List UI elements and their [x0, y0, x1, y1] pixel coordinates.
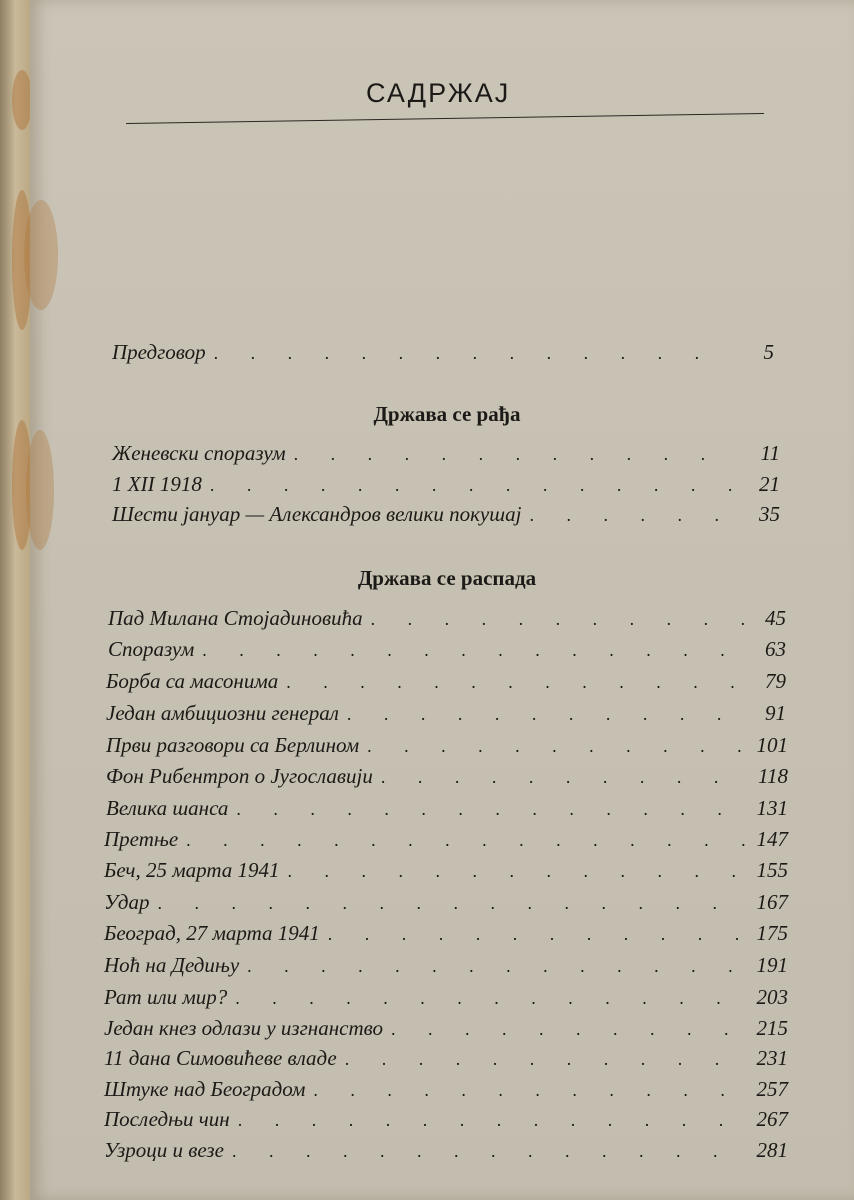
- page-stain: [26, 430, 54, 550]
- toc-entry-page: 118: [758, 764, 788, 788]
- dot-leader: [224, 1141, 746, 1162]
- dot-leader: [339, 704, 744, 725]
- toc-entry[interactable]: [104, 985, 788, 1015]
- section-heading: Држава се распада: [357, 566, 537, 590]
- page-stain: [24, 200, 58, 310]
- dot-leader: [239, 956, 746, 977]
- toc-entry-title: Ноћ на Дедињу: [104, 953, 240, 977]
- dot-leader: [178, 830, 746, 851]
- toc-entry-title: Борба са масонима: [106, 669, 279, 693]
- dot-leader: [206, 343, 732, 364]
- dot-leader: [521, 505, 738, 526]
- dot-leader: [227, 988, 746, 1009]
- section-heading: Држава се рађа: [373, 402, 521, 426]
- page-stain: [12, 70, 32, 130]
- toc-entry-page: 63: [765, 637, 786, 661]
- dot-leader: [194, 640, 744, 661]
- toc-entry-title: Узроци и везе: [104, 1138, 224, 1162]
- toc-entry-page: 231: [756, 1046, 788, 1070]
- dot-leader: [359, 736, 746, 757]
- toc-entry-page: 155: [756, 858, 788, 882]
- toc-entry-title: Споразум: [108, 637, 195, 661]
- toc-entry[interactable]: [112, 472, 780, 502]
- toc-entry-title: Први разговори са Берлином: [106, 733, 360, 757]
- toc-entry-page: 5: [763, 340, 774, 364]
- toc-entry-title: Пад Милана Стојадиновића: [108, 606, 363, 630]
- dot-leader: [337, 1049, 746, 1070]
- toc-entry-page: 79: [765, 669, 786, 693]
- toc-entry[interactable]: [104, 1016, 788, 1046]
- toc-entry-title: Штуке над Београдом: [104, 1077, 306, 1101]
- toc-entry[interactable]: [104, 1077, 788, 1107]
- toc-entry[interactable]: [106, 796, 788, 826]
- toc-entry-title: Један амбициозни генерал: [106, 701, 339, 725]
- toc-entry-page: 267: [756, 1107, 788, 1131]
- toc-entry[interactable]: [106, 669, 786, 699]
- toc-entry-page: 191: [756, 953, 788, 977]
- toc-entry-title: Женевски споразум: [112, 441, 286, 465]
- toc-entry[interactable]: [108, 606, 786, 636]
- dot-leader: [305, 1080, 746, 1101]
- page-title: САДРЖАЈ: [366, 78, 511, 108]
- toc-entry-page: 175: [756, 921, 788, 945]
- toc-entry-page: 203: [756, 985, 788, 1009]
- toc-entry[interactable]: [104, 921, 788, 951]
- toc-entry-title: 11 дана Симовићеве владе: [104, 1046, 337, 1070]
- toc-entry[interactable]: [106, 764, 788, 794]
- toc-entry-title: 1 XII 1918: [112, 472, 202, 496]
- toc-entry-page: 257: [756, 1077, 788, 1101]
- toc-entry-title: Предговор: [112, 340, 206, 364]
- toc-entry[interactable]: [104, 953, 788, 983]
- toc-entry-title: Београд, 27 марта 1941: [104, 921, 320, 945]
- toc-entry-title: Шести јануар — Александров велики покушај: [112, 502, 522, 526]
- toc-entry[interactable]: [106, 701, 786, 731]
- toc-entry[interactable]: [104, 890, 788, 920]
- dot-leader: [280, 861, 747, 882]
- toc-entry[interactable]: [104, 858, 788, 888]
- toc-entry-title: Последњи чин: [104, 1107, 230, 1131]
- toc-entry-title: Удар: [104, 890, 150, 914]
- toc-entry[interactable]: [104, 1046, 788, 1076]
- toc-entry-preface[interactable]: [112, 340, 774, 370]
- dot-leader: [278, 672, 744, 693]
- toc-entry-page: 147: [756, 827, 788, 851]
- toc-entry[interactable]: [104, 1138, 788, 1168]
- toc-entry-title: Један кнез одлази у изгнанство: [104, 1016, 383, 1040]
- toc-entry-page: 91: [765, 701, 786, 725]
- toc-entry-title: Беч, 25 марта 1941: [104, 858, 280, 882]
- dot-leader: [363, 609, 744, 630]
- dot-leader: [230, 1110, 746, 1131]
- toc-entry-page: 35: [759, 502, 780, 526]
- toc-entry-page: 11: [760, 441, 780, 465]
- toc-entry-page: 281: [756, 1138, 788, 1162]
- toc-entry-page: 131: [756, 796, 788, 820]
- toc-entry-title: Велика шанса: [106, 796, 229, 820]
- toc-entry-page: 215: [756, 1016, 788, 1040]
- toc-entry-page: 45: [765, 606, 786, 630]
- dot-leader: [373, 767, 746, 788]
- toc-entry-title: Рат или мир?: [104, 985, 228, 1009]
- dot-leader: [228, 799, 746, 820]
- toc-entry-page: 21: [759, 472, 780, 496]
- toc-entry-title: Претње: [104, 827, 179, 851]
- dot-leader: [320, 924, 746, 945]
- toc-entry-page: 167: [756, 890, 788, 914]
- dot-leader: [202, 475, 738, 496]
- toc-entry[interactable]: [104, 827, 788, 857]
- dot-leader: [383, 1019, 746, 1040]
- book-page-edge: [0, 0, 34, 1200]
- dot-leader: [149, 893, 746, 914]
- toc-entry-title: Фон Рибентроп о Југославији: [106, 764, 373, 788]
- toc-entry[interactable]: [106, 733, 788, 763]
- toc-entry-page: 101: [756, 733, 788, 757]
- dot-leader: [286, 444, 738, 465]
- toc-entry[interactable]: [112, 502, 780, 532]
- toc-entry[interactable]: [112, 441, 780, 471]
- toc-entry[interactable]: [108, 637, 786, 667]
- toc-entry[interactable]: [104, 1107, 788, 1137]
